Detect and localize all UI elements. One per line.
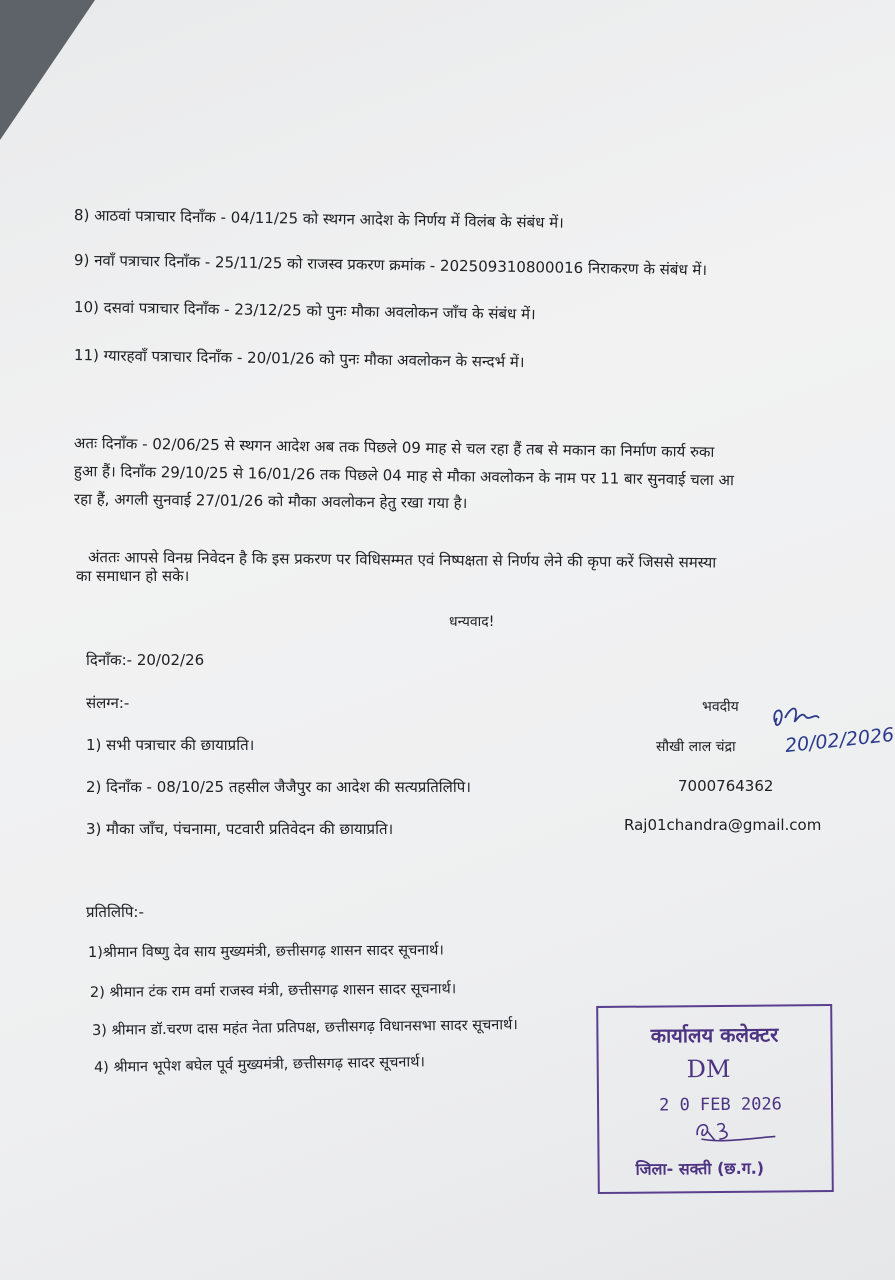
stamp-initials-scribble	[691, 1116, 781, 1147]
correspondence-item-10: 10) दसवां पत्राचार दिनाँक - 23/12/25 को पुनः मौका अवलोकन जाँच के संबंध में।	[73, 298, 536, 324]
attachment-item-3: 3) मौका जाँच, पंचनामा, पटवारी प्रतिवेदन की छायाप्रति।	[86, 820, 394, 838]
paragraph-2-line-2: का समाधान हो सके।	[76, 567, 190, 585]
attachment-item-2: 2) दिनाँक - 08/10/25 तहसील जैजैपुर का आदेश की सत्यप्रतिलिपि।	[86, 778, 471, 796]
sender-phone: 7000764362	[678, 777, 774, 795]
copy-item-1: 1)श्रीमान विष्णु देव साय मुख्यमंत्री, छत्तीसगढ़ शासन सादर सूचनार्थ।	[87, 942, 444, 961]
copies-heading: प्रतिलिपि:-	[86, 903, 144, 921]
stamp-title: कार्यालय कलेक्टर	[650, 1022, 779, 1048]
sender-name: सौखी लाल चंद्रा	[656, 739, 736, 755]
correspondence-item-9: 9) नवाँ पत्राचार दिनाँक - 25/11/25 को राजस्व प्रकरण क्रमांक - 202509310800016 निराकरण के संबंध में।	[73, 251, 708, 279]
sender-email: Raj01chandra@gmail.com	[624, 816, 822, 834]
date-line: दिनाँक:- 20/02/26	[86, 651, 205, 669]
signature-date: 20/02/2026	[783, 723, 895, 758]
attachments-heading: संलग्न:-	[86, 694, 130, 712]
stamp-handwritten-dm: DM	[686, 1054, 731, 1084]
collector-office-stamp	[596, 1004, 834, 1194]
correspondence-item-8: 8) आठवां पत्राचार दिनाँक - 04/11/25 को स्थगन आदेश के निर्णय में विलंब के संबंध में।	[73, 206, 564, 232]
handwritten-signature	[765, 698, 895, 758]
copy-item-3: 3) श्रीमान डॉ.चरण दास महंत नेता प्रतिपक्ष, छत्तीसगढ़ विधानसभा सादर सूचनार्थ।	[91, 1017, 518, 1039]
paragraph-1-line-1: अतः दिनाँक - 02/06/25 से स्थगन आदेश अब तक पिछले 09 माह से चल रहा हैं तब से मकान का निर्माण कार्य रुका	[73, 434, 715, 461]
copy-item-2: 2) श्रीमान टंक राम वर्मा राजस्व मंत्री, छत्तीसगढ़ शासन सादर सूचनार्थ।	[89, 981, 457, 1001]
closing-text: भवदीय	[702, 699, 739, 715]
attachment-item-1: 1) सभी पत्राचार की छायाप्रति।	[86, 736, 255, 754]
stamp-district: जिला- सक्ती (छ.ग.)	[635, 1158, 765, 1179]
thanks-text: धन्यवाद!	[449, 614, 495, 630]
paragraph-1-line-3: रहा हैं, अगली सुनवाई 27/01/26 को मौका अवलोकन हेतु रखा गया है।	[73, 490, 468, 513]
stamp-date: 2 0 FEB 2026	[658, 1094, 782, 1116]
paragraph-2-line-1: अंततः आपसे विनम्र निवेदन है कि इस प्रकरण पर विधिसम्मत एवं निष्पक्षता से निर्णय लेने की कृपा करें जिससे समस्या	[87, 548, 717, 572]
correspondence-item-11: 11) ग्यारहवाँ पत्राचार दिनाँक - 20/01/26 को पुनः मौका अवलोकन के सन्दर्भ में।	[73, 346, 525, 372]
copy-item-4: 4) श्रीमान भूपेश बघेल पूर्व मुख्यमंत्री, छत्तीसगढ़ सादर सूचनार्थ।	[93, 1054, 426, 1076]
paragraph-1-line-2: हुआ हैं। दिनाँक 29/10/25 से 16/01/26 तक पिछले 04 माह से मौका अवलोकन के नाम पर 11 बार सुनवाई चला आ	[73, 462, 734, 490]
